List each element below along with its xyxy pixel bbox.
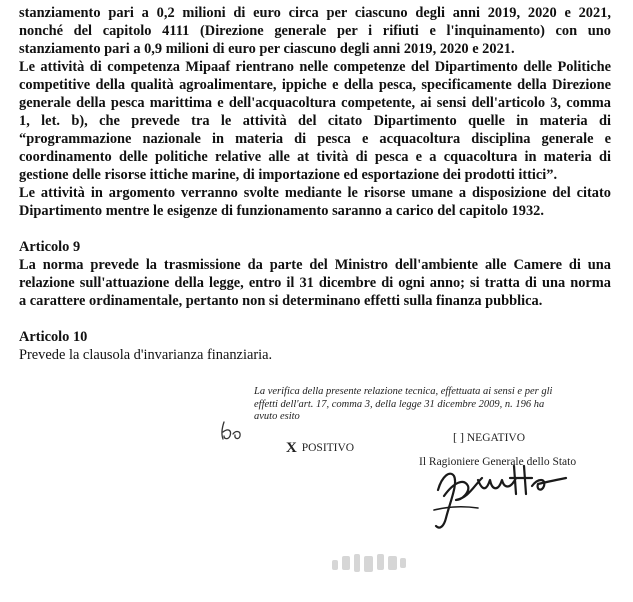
negative-option — [453, 430, 525, 445]
article-9-heading: Articolo 9 — [19, 239, 81, 255]
text-line: gestione delle risorse ittiche marine, di importazione ed esportazione dei prodotti ittici”. — [19, 167, 558, 183]
stamp-line: La verifica della presente relazione tecnica, effettuata ai sensi e per gli — [254, 386, 553, 397]
text-line: Dipartimento mentre le esigenze di funzionamento saranno a carico del capitolo 1932. — [19, 203, 544, 219]
text-line: generale della pesca marittima e dell'acquacoltura competente, ai sensi dell'articolo 3, comma — [19, 95, 611, 111]
positive-label: POSITIVO — [301, 442, 355, 454]
stamp-line: effetti dell'art. 17, comma 3, della legge 31 dicembre 2009, n. 196 ha — [254, 398, 545, 410]
positive-option — [286, 439, 354, 456]
verification-stamp — [254, 386, 604, 424]
text-line: nonché del capitolo 4111 (Direzione generale per i rifiuti e l'inquinamento) con uno — [19, 23, 611, 39]
text-line: 1, let. b), che prevede tra le attività del citato Dipartimento quelle in materia di — [19, 113, 611, 129]
negative-label: NEGATIVO — [466, 432, 526, 444]
handwritten-initials — [218, 420, 246, 442]
positive-check-mark: X — [286, 440, 297, 456]
negative-checkbox: [ ] — [453, 430, 464, 444]
text-line: “programmazione nazionale in materia di pesca e acquacoltura disciplina generale e — [19, 131, 611, 147]
text-line: competitive della qualità agroalimentare, ippiche e della pesca, specificamente della Direzione — [19, 77, 611, 93]
stamp-line: avuto esito — [254, 411, 300, 422]
text-line: stanziamento pari a 0,2 milioni di euro circa per ciascuno degli anni 2019, 2020 e 2021, — [19, 5, 611, 21]
article-10-heading: Articolo 10 — [19, 329, 88, 345]
signatory-title: Il Ragioniere Generale dello Stato — [419, 456, 577, 468]
handwritten-signature — [420, 456, 590, 536]
text-line: Prevede la clausola d'invarianza finanziaria. — [19, 347, 273, 363]
text-line: Le attività di competenza Mipaaf rientrano nelle competenze del Dipartimento delle Politiche — [19, 59, 611, 75]
text-line: coordinamento delle politiche relative alle at tività di pesca e a cquacoltura in materia di — [19, 149, 611, 165]
text-line: stanziamento pari a 0,9 milioni di euro per ciascuno degli anni 2019, 2020 e 2021. — [19, 41, 515, 57]
text-line: Le attività in argomento verranno svolte mediante le risorse umane a disposizione del citato — [19, 185, 611, 201]
text-line: La norma prevede la trasmissione da parte del Ministro dell'ambiente alle Camere di una — [19, 257, 611, 273]
text-line: relazione sull'attuazione della legge, entro il 31 dicembre di ogni anno; si tratta di una norma — [19, 275, 611, 291]
faded-stamp-imprint — [330, 546, 410, 586]
text-line: a carattere ordinamentale, pertanto non si determinano effetti sulla finanza pubblica. — [19, 293, 543, 309]
